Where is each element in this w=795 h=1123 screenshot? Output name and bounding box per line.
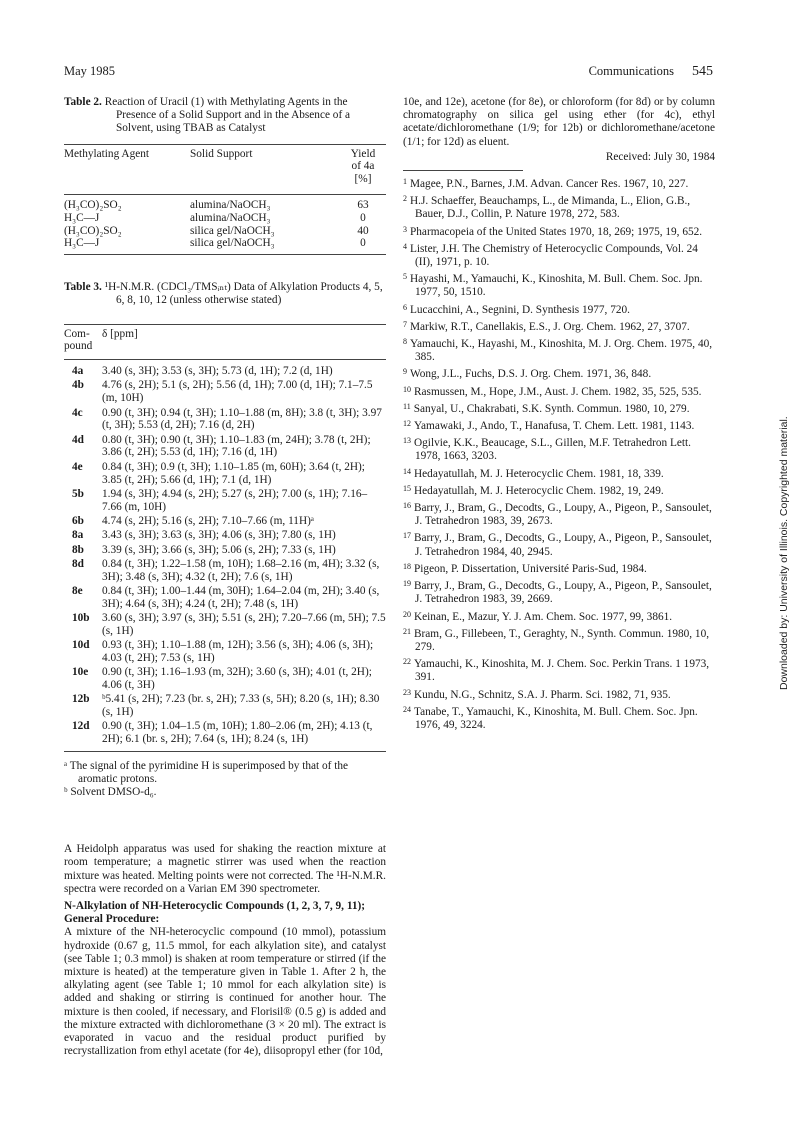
t3-compound: 5b (72, 487, 84, 500)
received-date: Received: July 30, 1984 (605, 150, 715, 163)
reference-text: Lucacchini, A., Segnini, D. Synthesis 1977, 720. (410, 303, 630, 316)
reference-text: Barry, J., Bram, G., Decodts, G., Loupy, A., Pigeon, P., Sansoulet, J. Tetrahedron 1984, 40, 2945. (414, 532, 712, 558)
t3-shift: 0.93 (t, 3H); 1.10–1.88 (m, 12H); 3.56 (s, 3H); 4.06 (s, 3H); 4.03 (t, 2H); 7.53 (s, 1H) (102, 639, 374, 664)
reference-number: 17 (403, 531, 411, 541)
table-row (64, 212, 386, 225)
t3-shift: 0.80 (t, 3H); 0.90 (t, 3H); 1.10–1.83 (m, 24H); 3.78 (t, 2H); 3.86 (t, 2H); 5.53 (d, 1H); 7.16 (d, 1H) (102, 433, 371, 459)
reference-item (403, 335, 715, 364)
reference-number: 22 (403, 657, 411, 667)
running-header-date: May 1985 (64, 64, 116, 78)
reference-item (403, 383, 715, 399)
table-row (64, 237, 386, 254)
reference-text: Keinan, E., Mazur, Y. J. Am. Chem. Soc. 1977, 99, 3861. (414, 610, 673, 623)
t3-shift: 0.90 (t, 3H); 0.94 (t, 3H); 1.10–1.88 (m, 8H); 3.8 (t, 3H); 3.97 (t, 3H); 5.53 (d, 2H); 7.16 (d, 2H) (102, 406, 382, 432)
download-watermark: Downloaded by: University of Illinois. Copyrighted material. (778, 416, 790, 690)
references-divider (403, 170, 523, 171)
reference-text: Tanabe, T., Yamauchi, K., Kinoshita, M. Bull. Chem. Soc. Jpn. 1976, 49, 3224. (414, 705, 698, 731)
reference-text: Sanyal, U., Chakrabati, S.K. Synth. Commun. 1980, 10, 279. (413, 402, 690, 415)
footnote-b: ᵇ Solvent DMSO-d₆. (64, 785, 157, 798)
reference-number: 20 (403, 609, 411, 619)
table-row (64, 225, 386, 238)
table2 (64, 144, 386, 256)
reference-number: 3 (403, 224, 407, 234)
reference-text: Magee, P.N., Barnes, J.M. Advan. Cancer Res. 1967, 10, 227. (410, 178, 689, 191)
reference-number: 10 (403, 384, 411, 394)
reference-text: Barry, J., Bram, G., Decodts, G., Loupy, A., Pigeon, P., Sansoulet, J. Tetrahedron 1983, 39, 2669. (414, 580, 712, 606)
reference-text: Markiw, R.T., Canellakis, E.S., J. Org. Chem. 1962, 27, 3707. (410, 320, 690, 333)
reference-item (403, 608, 715, 624)
t2-agent: H₃C—J (64, 211, 100, 224)
t3-compound: 4b (72, 379, 84, 392)
reference-text: Bram, G., Fillebeen, T., Geraghty, N., Synth. Commun. 1980, 10, 279. (414, 627, 710, 653)
t3-shift: 0.84 (t, 3H); 0.9 (t, 3H); 1.10–1.85 (m, 60H); 3.64 (t, 2H); 3.85 (t, 2H); 5.66 (d, 1H); 7.1 (d, 1H) (102, 460, 365, 486)
reference-item (403, 192, 715, 221)
reference-item (403, 175, 715, 191)
references-list (403, 175, 715, 732)
t3-shift: 3.60 (s, 3H); 3.97 (s, 3H); 5.51 (s, 2H); 7.20–7.66 (m, 5H); 7.5 (s, 1H) (102, 612, 386, 637)
reference-number: 23 (403, 687, 411, 697)
t3-shift: 4.74 (s, 2H); 5.16 (s, 2H); 7.10–7.66 (m, 11H)ᵃ (102, 514, 314, 527)
running-header-journal (589, 64, 713, 80)
t2-support: silica gel/NaOCH₃ (190, 224, 275, 237)
t3-header-compound: Com- pound (64, 324, 102, 360)
t3-shift: 4.76 (s, 2H); 5.1 (s, 2H); 5.56 (d, 1H); 7.00 (d, 1H); 7.1–7.5 (m, 10H) (102, 379, 373, 405)
reference-item (403, 529, 715, 558)
reference-number: 7 (403, 319, 407, 329)
t3-shift: 0.90 (t, 3H); 1.16–1.93 (m, 32H); 3.60 (s, 3H); 4.01 (t, 2H); 4.06 (t, 3H) (102, 666, 372, 692)
reference-number: 21 (403, 626, 411, 636)
table-row (64, 639, 386, 666)
left-column (64, 96, 386, 1058)
table2-label: Table 2. (64, 96, 102, 108)
reference-item (403, 655, 715, 684)
reference-number: 15 (403, 483, 411, 493)
reference-number: 2 (403, 194, 407, 204)
t3-shift: 1.94 (s, 3H); 4.94 (s, 2H); 5.27 (s, 2H); 7.00 (s, 1H); 7.16–7.66 (m, 10H) (102, 487, 368, 513)
reference-item (403, 270, 715, 299)
table-row (64, 666, 386, 693)
reference-text: Pharmacopeia of the United States 1970, 18, 269; 1975, 19, 652. (410, 225, 703, 238)
table3-caption (64, 281, 386, 307)
reference-text: Lister, J.H. The Chemistry of Heterocyclic Compounds, Vol. 24 (II), 1971, p. 10. (410, 242, 698, 269)
t3-shift: 0.84 (t, 3H); 1.00–1.44 (m, 30H); 1.64–2.04 (m, 2H); 3.40 (s, 3H); 4.64 (s, 3H); 4.24 (t, 2H); 7.48 (s, 1H) (102, 584, 380, 610)
t3-compound: 4d (72, 433, 84, 446)
table-row (64, 407, 386, 434)
reference-item (403, 686, 715, 702)
page-number: 545 (692, 64, 713, 79)
table-row (64, 693, 386, 720)
reference-text: H.J. Schaeffer, Beauchamps, L., de Mimanda, L., Elion, G.B., Bauer, D.J., Collin, P. Nature 1978, 272, 583. (410, 195, 691, 221)
table-row (64, 461, 386, 488)
footnote-a: ᵃ The signal of the pyrimidine H is superimposed by that of the aromatic protons. (64, 759, 348, 785)
table-row (64, 585, 386, 612)
t2-header-support: Solid Support (190, 144, 340, 160)
reference-text: Pigeon, P. Dissertation, Université Paris-Sud, 1984. (414, 562, 647, 575)
procedure-continued: 10e, and 12e), acetone (for 8e), or chloroform (for 8d) or by column chromatography on silica gel using ether (for 4c), ethyl acetate/dichloromethane (1/9; for 12b) or dichloromethane/acetone (1/1; for 12d) as eluent. (403, 96, 715, 148)
reference-item (403, 318, 715, 334)
table-row (64, 515, 386, 529)
table3 (64, 324, 386, 754)
reference-number: 9 (403, 367, 407, 377)
t2-yield: 0 (360, 211, 366, 224)
t3-shift: 3.39 (s, 3H); 3.66 (s, 3H); 5.06 (s, 2H); 7.33 (s, 1H) (102, 543, 336, 556)
reference-item (403, 482, 715, 498)
t3-compound: 6b (72, 514, 84, 527)
table3-label: Table 3. (64, 281, 102, 294)
reference-text: Barry, J., Bram, G., Decodts, G., Loupy, A., Pigeon, P., Sansoulet, J. Tetrahedron 1983, 39, 2673. (414, 502, 712, 528)
reference-text: Yamauchi, K., Kinoshita, M. J. Chem. Soc. Perkin Trans. 1 1973, 391. (414, 658, 710, 684)
reference-text: Wong, J.L., Fuchs, D.S. J. Org. Chem. 1971, 36, 848. (410, 368, 652, 381)
t3-header-shift: δ [ppm] (102, 324, 386, 360)
t2-support: alumina/NaOCH₃ (190, 195, 340, 212)
reference-text: Hedayatullah, M. J. Heterocyclic Chem. 1982, 19, 249. (414, 484, 664, 497)
table-row (64, 488, 386, 515)
table-row (64, 612, 386, 639)
reference-number: 18 (403, 561, 411, 571)
t3-shift: 0.84 (t, 3H); 1.22–1.58 (m, 10H); 1.68–2.16 (m, 4H); 3.32 (s, 3H); 3.48 (s, 3H); 4.32 (t, 2H); 7.6 (s, 1H) (102, 557, 380, 583)
t3-compound: 12d (72, 720, 90, 733)
reference-number: 14 (403, 466, 411, 476)
t3-compound: 10b (72, 612, 90, 625)
reference-item (403, 417, 715, 433)
t2-yield: 40 (357, 224, 369, 237)
reference-text: Kundu, N.G., Schnitz, S.A. J. Pharm. Sci. 1982, 71, 935. (414, 688, 671, 701)
reference-item (403, 240, 715, 269)
reference-item (403, 625, 715, 654)
t3-compound: 4a (64, 360, 102, 380)
t2-yield: 63 (340, 195, 386, 212)
table2-caption (64, 96, 386, 136)
t3-shift: 3.43 (s, 3H); 3.63 (s, 3H); 4.06 (s, 3H); 7.80 (s, 1H) (102, 529, 336, 542)
reference-item (403, 400, 715, 416)
reference-text: Yamawaki, J., Ando, T., Hanafusa, T. Chem. Lett. 1981, 1143. (414, 420, 695, 433)
t2-header-yield-of: of 4a (351, 160, 375, 173)
reference-text: Rasmussen, M., Hope, J.M., Aust. J. Chem. 1982, 35, 525, 535. (414, 385, 702, 398)
t3-compound: 10d (72, 639, 90, 652)
t2-agent: (H₃CO)₂SO₂ (64, 195, 190, 212)
t3-compound: 8a (72, 529, 84, 542)
t2-agent: H₃C—J (64, 237, 100, 250)
procedure-title: N-Alkylation of NH-Heterocyclic Compounds (1, 2, 3, 7, 9, 11); General Procedure: (64, 899, 366, 926)
reference-number: 5 (403, 272, 407, 282)
reference-number: 16 (403, 501, 411, 511)
reference-number: 8 (403, 337, 407, 347)
table-row (64, 195, 386, 212)
reference-number: 19 (403, 579, 411, 589)
reference-item (403, 499, 715, 528)
t2-header-yield-unit: [%] (354, 173, 372, 186)
t3-shift: 0.90 (t, 3H); 1.04–1.5 (m, 10H); 1.80–2.06 (m, 2H); 4.13 (t, 2H); 6.1 (br. s, 2H); 7.64 (s, 1H); 8.24 (s, 1H) (102, 720, 373, 746)
reference-item (403, 560, 715, 576)
reference-text: Hedayatullah, M. J. Heterocyclic Chem. 1981, 18, 339. (414, 467, 664, 480)
journal-section: Communications (588, 64, 674, 78)
reference-number: 1 (403, 177, 407, 187)
table-row (64, 558, 386, 585)
table-row (64, 720, 386, 751)
table-row (64, 529, 386, 543)
t2-support: silica gel/NaOCH₃ (190, 237, 275, 250)
t2-yield: 0 (360, 237, 366, 250)
reference-number: 24 (403, 704, 411, 714)
reference-text: Ogilvie, K.K., Beaucage, S.L., Gillen, M.F. Tetrahedron Lett. 1978, 1663, 3203. (414, 437, 692, 463)
reference-number: 13 (403, 436, 411, 446)
table3-caption-text: ¹H-N.M.R. (CDCl₃/TMSᵢₙₜ) Data of Alkylation Products 4, 5, 6, 8, 10, 12 (unless otherwise stated) (104, 281, 383, 307)
reference-item (403, 223, 715, 239)
reference-item (403, 703, 715, 732)
table-row (64, 360, 386, 380)
t3-compound: 4e (72, 460, 83, 473)
t2-header-agent: Methylating Agent (64, 144, 190, 160)
t2-support: alumina/NaOCH₃ (190, 211, 271, 224)
right-column (403, 96, 715, 733)
reference-number: 6 (403, 302, 407, 312)
t3-compound: 8b (72, 543, 84, 556)
table-row (64, 379, 386, 406)
table-row (64, 434, 386, 461)
reference-item (403, 465, 715, 481)
procedure-paragraph: A mixture of the NH-heterocyclic compound (10 mmol), potassium hydroxide (0.67 g, 11.5 mmol, for each alkylation site), and catalyst (see Table 1; 0.3 mmol) is shaken at room temperature or stirred (if the mixture is heated) at the temperature given in Table 1. After 2 h, the alkylating agent (see Table 1; 10 mmol for each alkylation site) is added and shaking or stirring is continued for another hour. The mixture is then cooled, if necessary, and Florisil® (0.5 g) is added and the mixture extracted with dichloromethane (3 × 20 ml). The extract is evaporated in vacuo and the residual product purified by recrystallization from ethyl acetate (for 4e), diisopropyl ether (for 10d, (64, 926, 386, 1058)
t3-compound: 4c (72, 406, 83, 419)
apparatus-paragraph: A Heidolph apparatus was used for shaking the reaction mixture at room temperature; a magnetic stirrer was used when the reaction mixture was heated. Melting points were not corrected. The ¹H-N.M.R. spectra were recorded on a Varian EM 390 spectrometer. (64, 843, 386, 895)
reference-text: Hayashi, M., Yamauchi, K., Kinoshita, M. Bull. Chem. Soc. Jpn. 1977, 50, 1510. (410, 273, 703, 299)
t3-compound: 8d (72, 557, 84, 570)
reference-number: 12 (403, 419, 411, 429)
t2-header-yield: Yield (340, 144, 386, 160)
table2-caption-text: Reaction of Uracil (1) with Methylating Agents in the Presence of a Solid Support and in the Absence of a Solvent, using TBAB as Catalyst (104, 96, 351, 135)
t3-shift: ᵇ5.41 (s, 2H); 7.23 (br. s, 2H); 7.33 (s, 5H); 8.20 (s, 1H); 8.30 (s, 1H) (102, 693, 380, 719)
reference-item (403, 301, 715, 317)
reference-item (403, 365, 715, 381)
t3-compound: 10e (72, 666, 89, 679)
reference-number: 4 (403, 241, 407, 251)
table3-footnotes (64, 760, 386, 800)
reference-item (403, 434, 715, 463)
reference-number: 11 (403, 401, 411, 411)
table-row (64, 544, 386, 558)
t3-compound: 8e (72, 584, 83, 597)
t3-shift: 3.40 (s, 3H); 3.53 (s, 3H); 5.73 (d, 1H); 7.2 (d, 1H) (102, 360, 386, 380)
t3-compound: 12b (72, 693, 90, 706)
reference-item (403, 577, 715, 606)
t2-agent: (H₃CO)₂SO₂ (64, 224, 122, 237)
reference-text: Yamauchi, K., Hayashi, M., Kinoshita, M. J. Org. Chem. 1975, 40, 385. (410, 338, 713, 364)
